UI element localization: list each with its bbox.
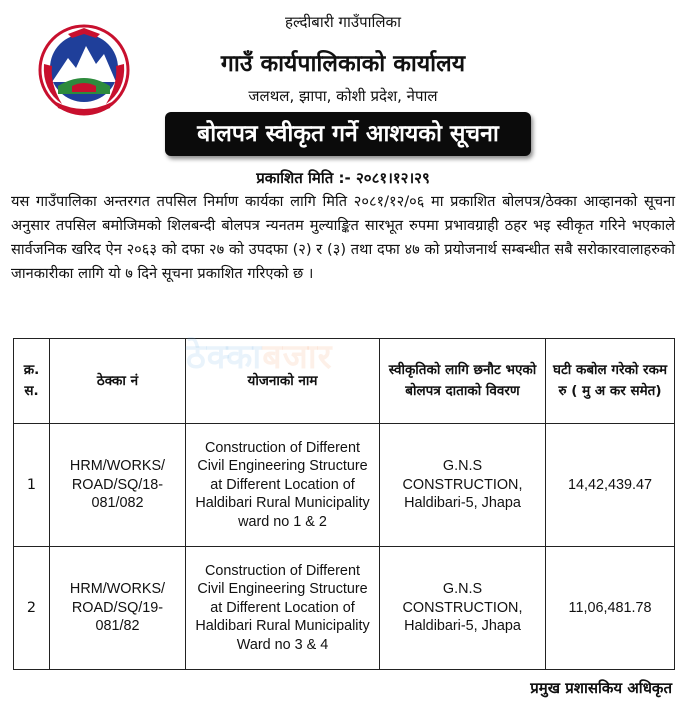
table-row <box>14 547 675 670</box>
row-project-name: Construction of Different Civil Engineering Structure at Different Location of Haldibari Rural Municipality Ward no 3 & 4 <box>186 547 380 670</box>
table-header-row <box>14 339 675 424</box>
header-bidder-details: स्वीकृतिको लागि छनौट भएको बोलपत्र दाताको विवरण <box>380 339 546 424</box>
header-contract-no: ठेक्का नं <box>50 339 186 424</box>
row-contract-no: HRM/WORKS/ ROAD/SQ/19- 081/82 <box>50 547 186 670</box>
row-bidder: G.N.S CONSTRUCTION, Haldibari-5, Jhapa <box>380 547 546 670</box>
header-sn: क्र. स. <box>14 339 50 424</box>
tender-table <box>13 338 675 670</box>
row-amount: 11,06,481.78 <box>546 547 675 670</box>
signatory-title: प्रमुख प्रशासकिय अधिकृत <box>530 679 672 697</box>
row-sn: 2 <box>14 547 50 670</box>
notice-title-banner: बोलपत्र स्वीकृत गर्ने आशयको सूचना <box>165 112 531 156</box>
watermark-part1: ठेक्का <box>186 337 263 377</box>
row-contract-no: HRM/WORKS/ ROAD/SQ/18- 081/082 <box>50 424 186 547</box>
published-date: प्रकाशित मिति :- २०८१।१२।२९ <box>256 169 430 187</box>
header-amount: घटी कबोल गरेको रकम रु ( मु अ कर समेत) <box>546 339 675 424</box>
office-address: जलथल, झापा, कोशी प्रदेश, नेपाल <box>248 87 438 105</box>
header-project-name: योजनाको नाम <box>186 339 380 424</box>
office-name: गाउँ कार्यपालिकाको कार्यालय <box>220 51 466 77</box>
row-project-name: Construction of Different Civil Engineering Structure at Different Location of Haldibari Rural Municipality ward no 1 & 2 <box>186 424 380 547</box>
notice-paragraph: यस गाउँपालिका अन्तरगत तपसिल निर्माण कार्यका लागि मिति २०८१/१२/०६ मा प्रकाशित बोलपत्र/ठेक्का आव्हानको सूचना अनुसार तपसिल बमोजिमको शिलबन्दी बोलपत्र न्यनतम मुल्याङ्कित सारभूत रुपमा प्रभावग्राही ठहर भइ स्वीकृत गरिने भएकाले सार्वजनिक खरिद ऐन २०६३ को दफा २७ को उपदफा (२) र (३) तथा दफा ४७ को प्रयोजनार्थ सम्बन्धीत सबै सरोकारवालाहरुको जानकारीका लागि यो ७ दिने सूचना प्रकाशित गरिएको छ । <box>11 193 675 282</box>
municipality-name: हल्दीबारी गाउँपालिका <box>285 13 401 31</box>
row-bidder: G.N.S CONSTRUCTION, Haldibari-5, Jhapa <box>380 424 546 547</box>
watermark-part2: बजार <box>262 337 333 377</box>
row-sn: 1 <box>14 424 50 547</box>
table-row <box>14 424 675 547</box>
row-amount: 14,42,439.47 <box>546 424 675 547</box>
